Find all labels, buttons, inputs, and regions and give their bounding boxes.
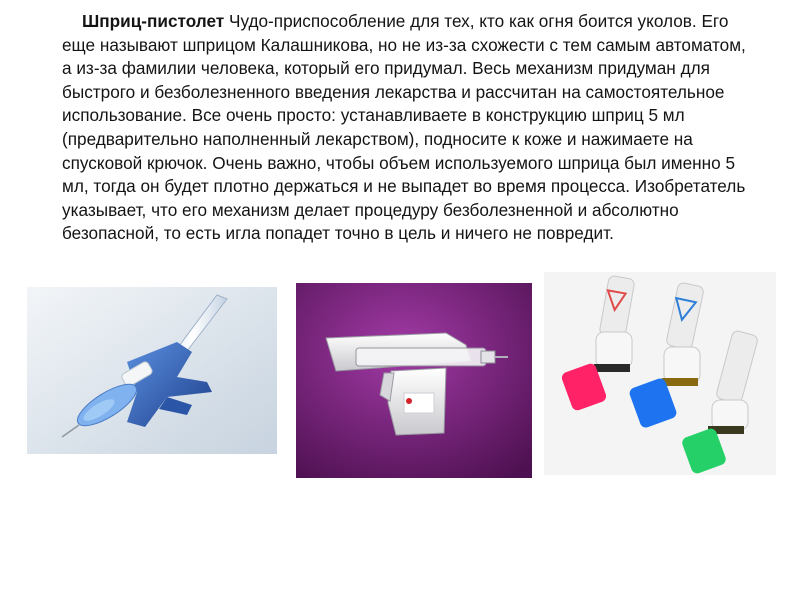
article-body: Чудо-приспособление для тех, кто как огня боится уколов. Его еще называют шприцом Калашникова, но не из-за схожести с тем самым автоматом, а из-за фамилии человека, который его придумал. Весь механизм придуман для быстрого и безболезненного введения лекарства и рассчитан на самостоятельное использование. Все очень просто: устанавливаете в конструкцию шприц 5 мл (предварительно наполненный лекарством), подносите к коже и нажимаете на спусковой крючок. Очень важно, чтобы объем используемого шприца был именно 5 мл, тогда он будет плотно держаться и не выпадет во время процесса. Изобретатель указывает, что его механизм делает процедуру безболезненной и абсолютно безопасной, то есть игла попадет точно в цель и ничего не повредит. (62, 11, 746, 244)
photo-blue-syringe-gun (27, 287, 277, 454)
photo-pen-injectors (544, 272, 776, 475)
article-text (62, 10, 752, 246)
white-syringe-gun-image (296, 283, 532, 478)
blue-syringe-gun-image (27, 287, 277, 454)
photo-white-syringe-gun (296, 283, 532, 478)
pen-injectors-image (544, 272, 776, 475)
article-lead: Шприц-пистолет (82, 11, 225, 31)
